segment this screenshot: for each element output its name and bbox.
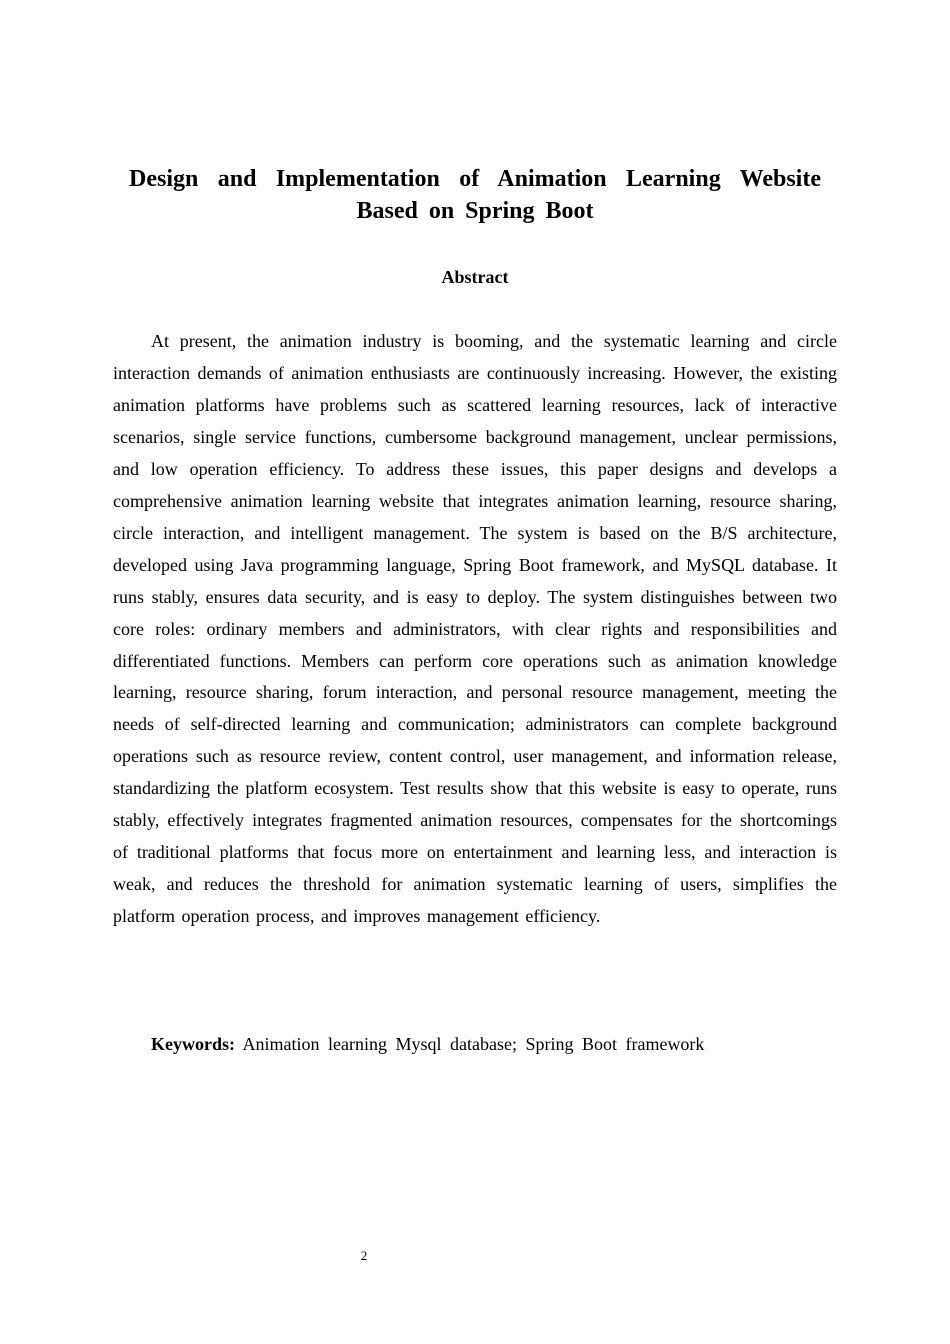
paper-title-line-1: Design and Implementation of Animation Learning Website	[129, 166, 821, 192]
abstract-heading: Abstract	[441, 267, 509, 287]
paper-title	[113, 163, 837, 227]
keywords-line	[151, 1028, 837, 1060]
paper-title-line-2: Based on Spring Boot	[356, 198, 594, 224]
keywords-text: Animation learning Mysql database; Spring Boot framework	[242, 1034, 705, 1054]
abstract-paragraph: At present, the animation industry is booming, and the systematic learning and circle interaction demands of animation enthusiasts are continuously increasing. However, the existing animation platforms have problems such as scattered learning resources, lack of interactive scenarios, single service functions, cumbersome background management, unclear permissions, and low operation efficiency. To address these issues, this paper designs and develops a comprehensive animation learning website that integrates animation learning, resource sharing, circle interaction, and intelligent management. The system is based on the B/S architecture, developed using Java programming language, Spring Boot framework, and MySQL database. It runs stably, ensures data security, and is easy to deploy. The system distinguishes between two core roles: ordinary members and administrators, with clear rights and responsibilities and differentiated functions. Members can perform core operations such as animation knowledge learning, resource sharing, forum interaction, and personal resource management, meeting the needs of self-directed learning and communication; administrators can complete background operations such as resource review, content control, user management, and information release, standardizing the platform ecosystem. Test results show that this website is easy to operate, runs stably, effectively integrates fragmented animation resources, compensates for the shortcomings of traditional platforms that focus more on entertainment and learning less, and interaction is weak, and reduces the threshold for animation systematic learning of users, simplifies the platform operation process, and improves management efficiency.	[113, 331, 837, 927]
keywords-label: Keywords:	[151, 1034, 235, 1054]
page-number: 2	[360, 1248, 368, 1263]
